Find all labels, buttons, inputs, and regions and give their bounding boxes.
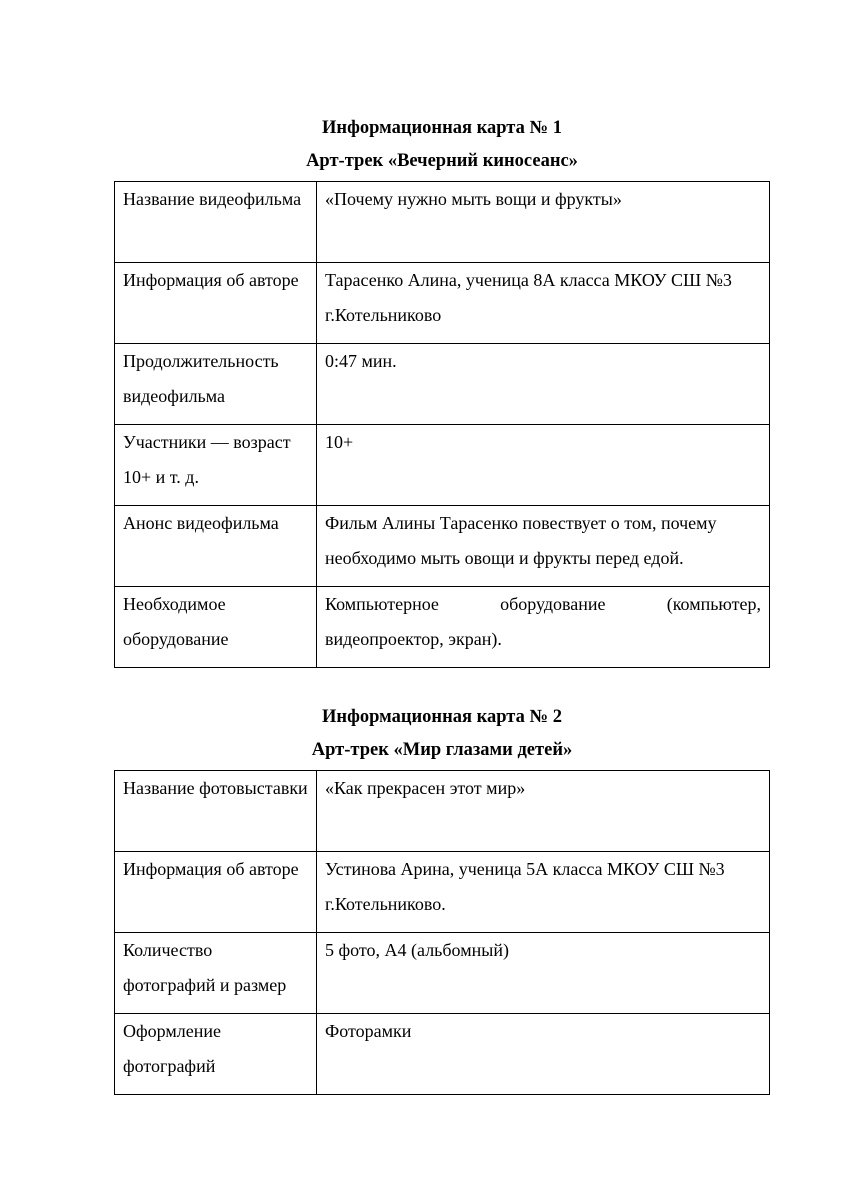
- row-value: [317, 587, 770, 668]
- row-label: Название фотовыставки: [115, 771, 317, 852]
- row-label: Количество фотографий и размер: [115, 933, 317, 1014]
- table-row: [115, 344, 770, 425]
- table-row: [115, 587, 770, 668]
- row-value: Фоторамки: [317, 1014, 770, 1095]
- row-value: Тарасенко Алина, ученица 8А класса МКОУ СШ №3 г.Котельниково: [317, 263, 770, 344]
- table-row: [115, 1014, 770, 1095]
- row-label: Участники — возраст 10+ и т. д.: [115, 425, 317, 506]
- row-value: 10+: [317, 425, 770, 506]
- row-label: Анонс видеофильма: [115, 506, 317, 587]
- row-value: Устинова Арина, ученица 5А класса МКОУ СШ №3 г.Котельниково.: [317, 852, 770, 933]
- table-row: [115, 506, 770, 587]
- table-row: [115, 425, 770, 506]
- table-row: [115, 852, 770, 933]
- card-title: Информационная карта № 1: [322, 118, 562, 138]
- row-value: «Как прекрасен этот мир»: [317, 771, 770, 852]
- card-subtitle: Арт-трек «Мир глазами детей»: [311, 740, 573, 760]
- row-value: 5 фото, А4 (альбомный): [317, 933, 770, 1014]
- table-row: [115, 263, 770, 344]
- row-label: Продолжительность видеофильма: [115, 344, 317, 425]
- table-row: [115, 182, 770, 263]
- row-value-line: видеопроектор, экран).: [325, 628, 502, 649]
- row-value-line: Компьютерное оборудование (компьютер,: [325, 594, 761, 614]
- row-label: Оформление фотографий: [115, 1014, 317, 1095]
- table-row: [115, 771, 770, 852]
- info-card-1: [114, 112, 770, 668]
- card-subtitle: Арт-трек «Вечерний киносеанс»: [306, 151, 578, 171]
- info-table: [114, 181, 770, 668]
- row-label: Необходимое оборудование: [115, 587, 317, 668]
- row-value: 0:47 мин.: [317, 344, 770, 425]
- row-value: «Почему нужно мыть вощи и фрукты»: [317, 182, 770, 263]
- info-card-2: [114, 701, 770, 1095]
- info-table: [114, 770, 770, 1095]
- row-label: Информация об авторе: [115, 263, 317, 344]
- card-title: Информационная карта № 2: [322, 707, 562, 727]
- row-value: Фильм Алины Тарасенко повествует о том, почему необходимо мыть овощи и фрукты перед едой.: [317, 506, 770, 587]
- row-label: Информация об авторе: [115, 852, 317, 933]
- row-label: Название видеофильма: [115, 182, 317, 263]
- table-row: [115, 933, 770, 1014]
